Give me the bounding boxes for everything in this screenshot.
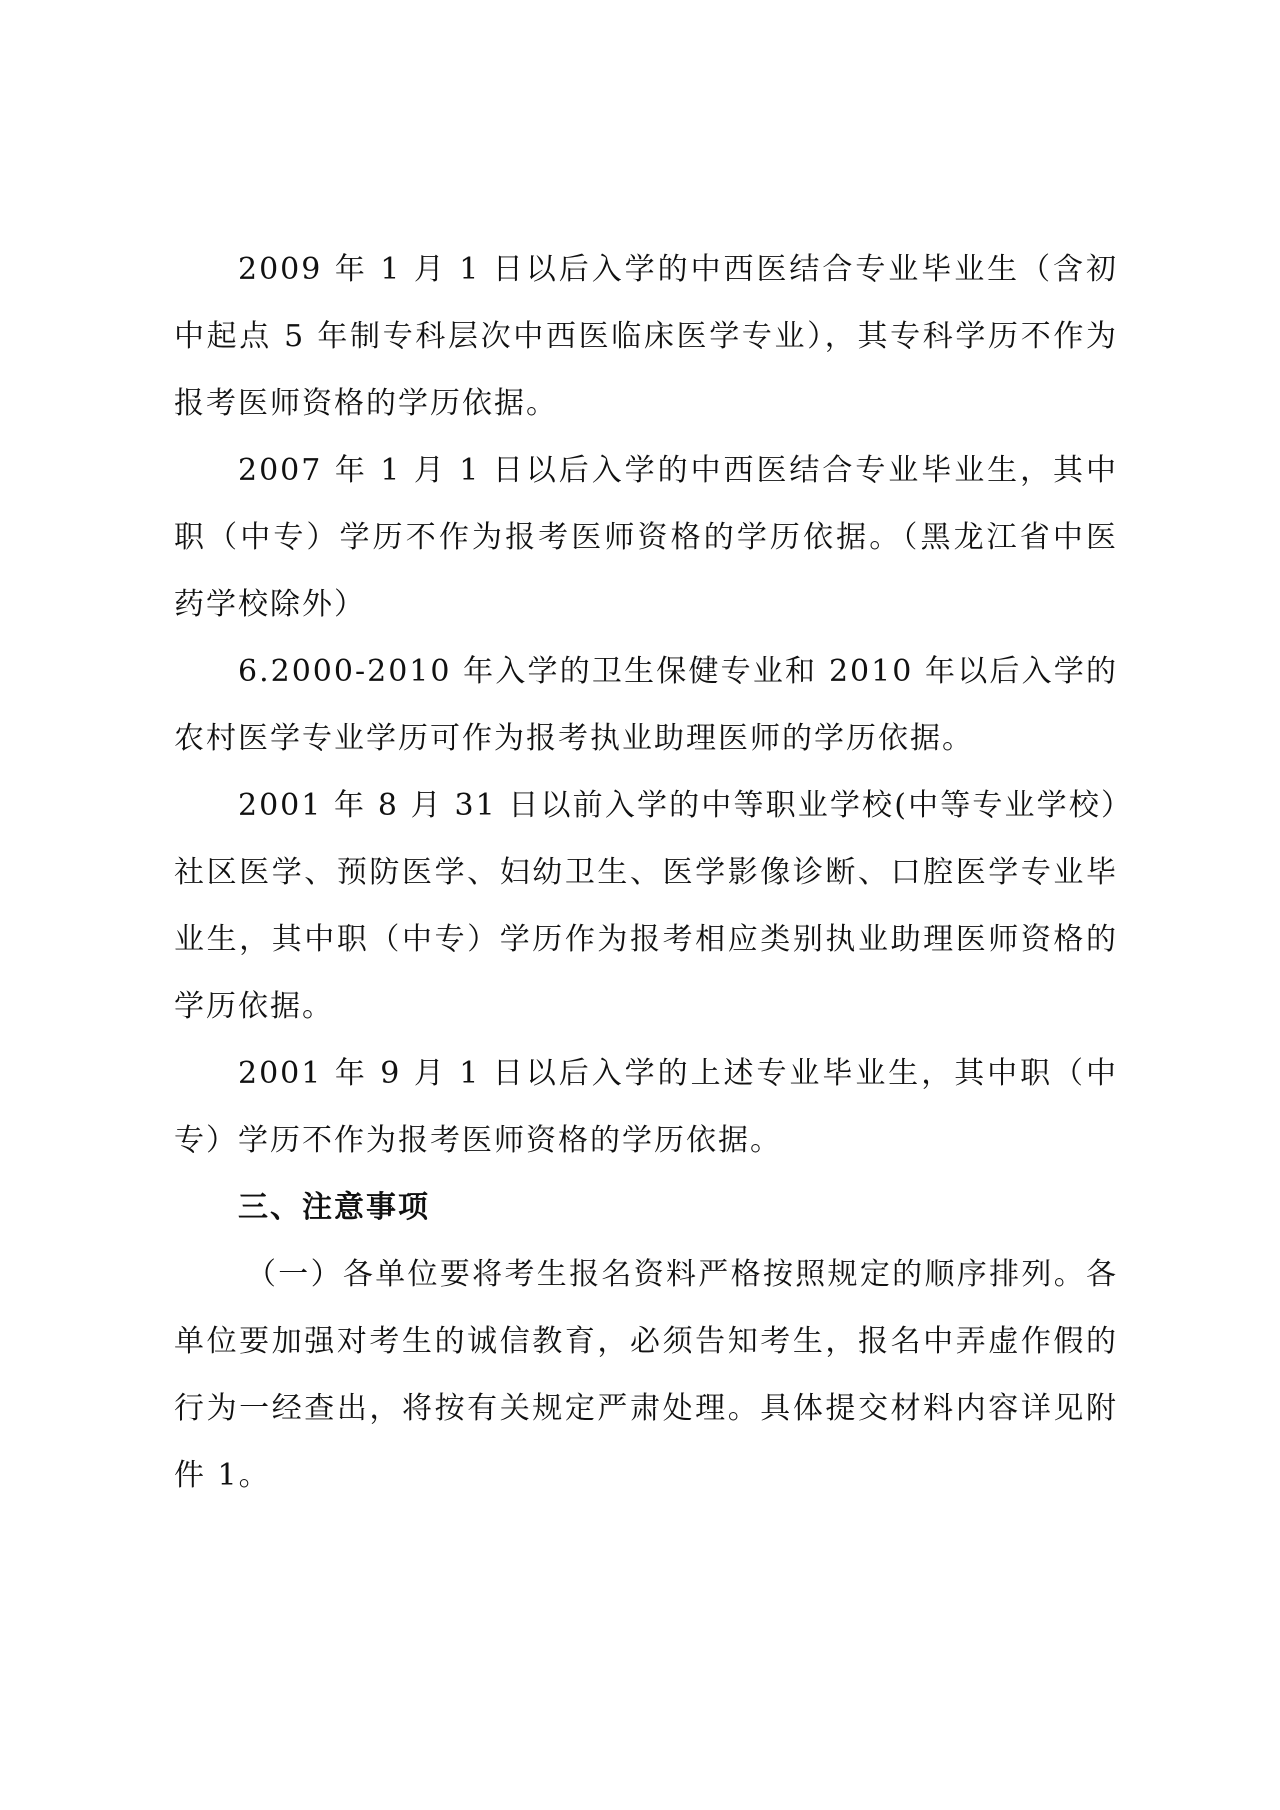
paragraph-2009-zhongxiyi: 2009 年 1 月 1 日以后入学的中西医结合专业毕业生（含初中起点 5 年制专科层次中西医临床医学专业），其专科学历不作为报考医师资格的学历依据。 — [174, 252, 1118, 421]
paragraph-2007-zhongxiyi: 2007 年 1 月 1 日以后入学的中西医结合专业毕业生，其中职（中专）学历不作为报考医师资格的学历依据。（黑龙江省中医药学校除外） — [174, 453, 1118, 622]
paragraph-2001-before-august: 2001 年 8 月 31 日以前入学的中等职业学校(中等专业学校）社区医学、预防医学、妇幼卫生、医学影像诊断、口腔医学专业毕业生，其中职（中专）学历作为报考相应类别执业助理医师资格的学历依据。 — [174, 788, 1118, 1024]
section-heading-notes: 三、注意事项 — [238, 1190, 430, 1225]
paragraph-item-6-weisheng-baojian: 6.2000-2010 年入学的卫生保健专业和 2010 年以后入学的农村医学专业学历可作为报考执业助理医师的学历依据。 — [174, 654, 1118, 756]
paragraph-notice-1: （一）各单位要将考生报名资料严格按照规定的顺序排列。各单位要加强对考生的诚信教育，必须告知考生，报名中弄虚作假的行为一经查出，将按有关规定严肃处理。具体提交材料内容详见附件 1。 — [174, 1257, 1118, 1493]
document-body — [174, 236, 1118, 1509]
paragraph-2001-after-september: 2001 年 9 月 1 日以后入学的上述专业毕业生，其中职（中专）学历不作为报考医师资格的学历依据。 — [174, 1056, 1118, 1158]
